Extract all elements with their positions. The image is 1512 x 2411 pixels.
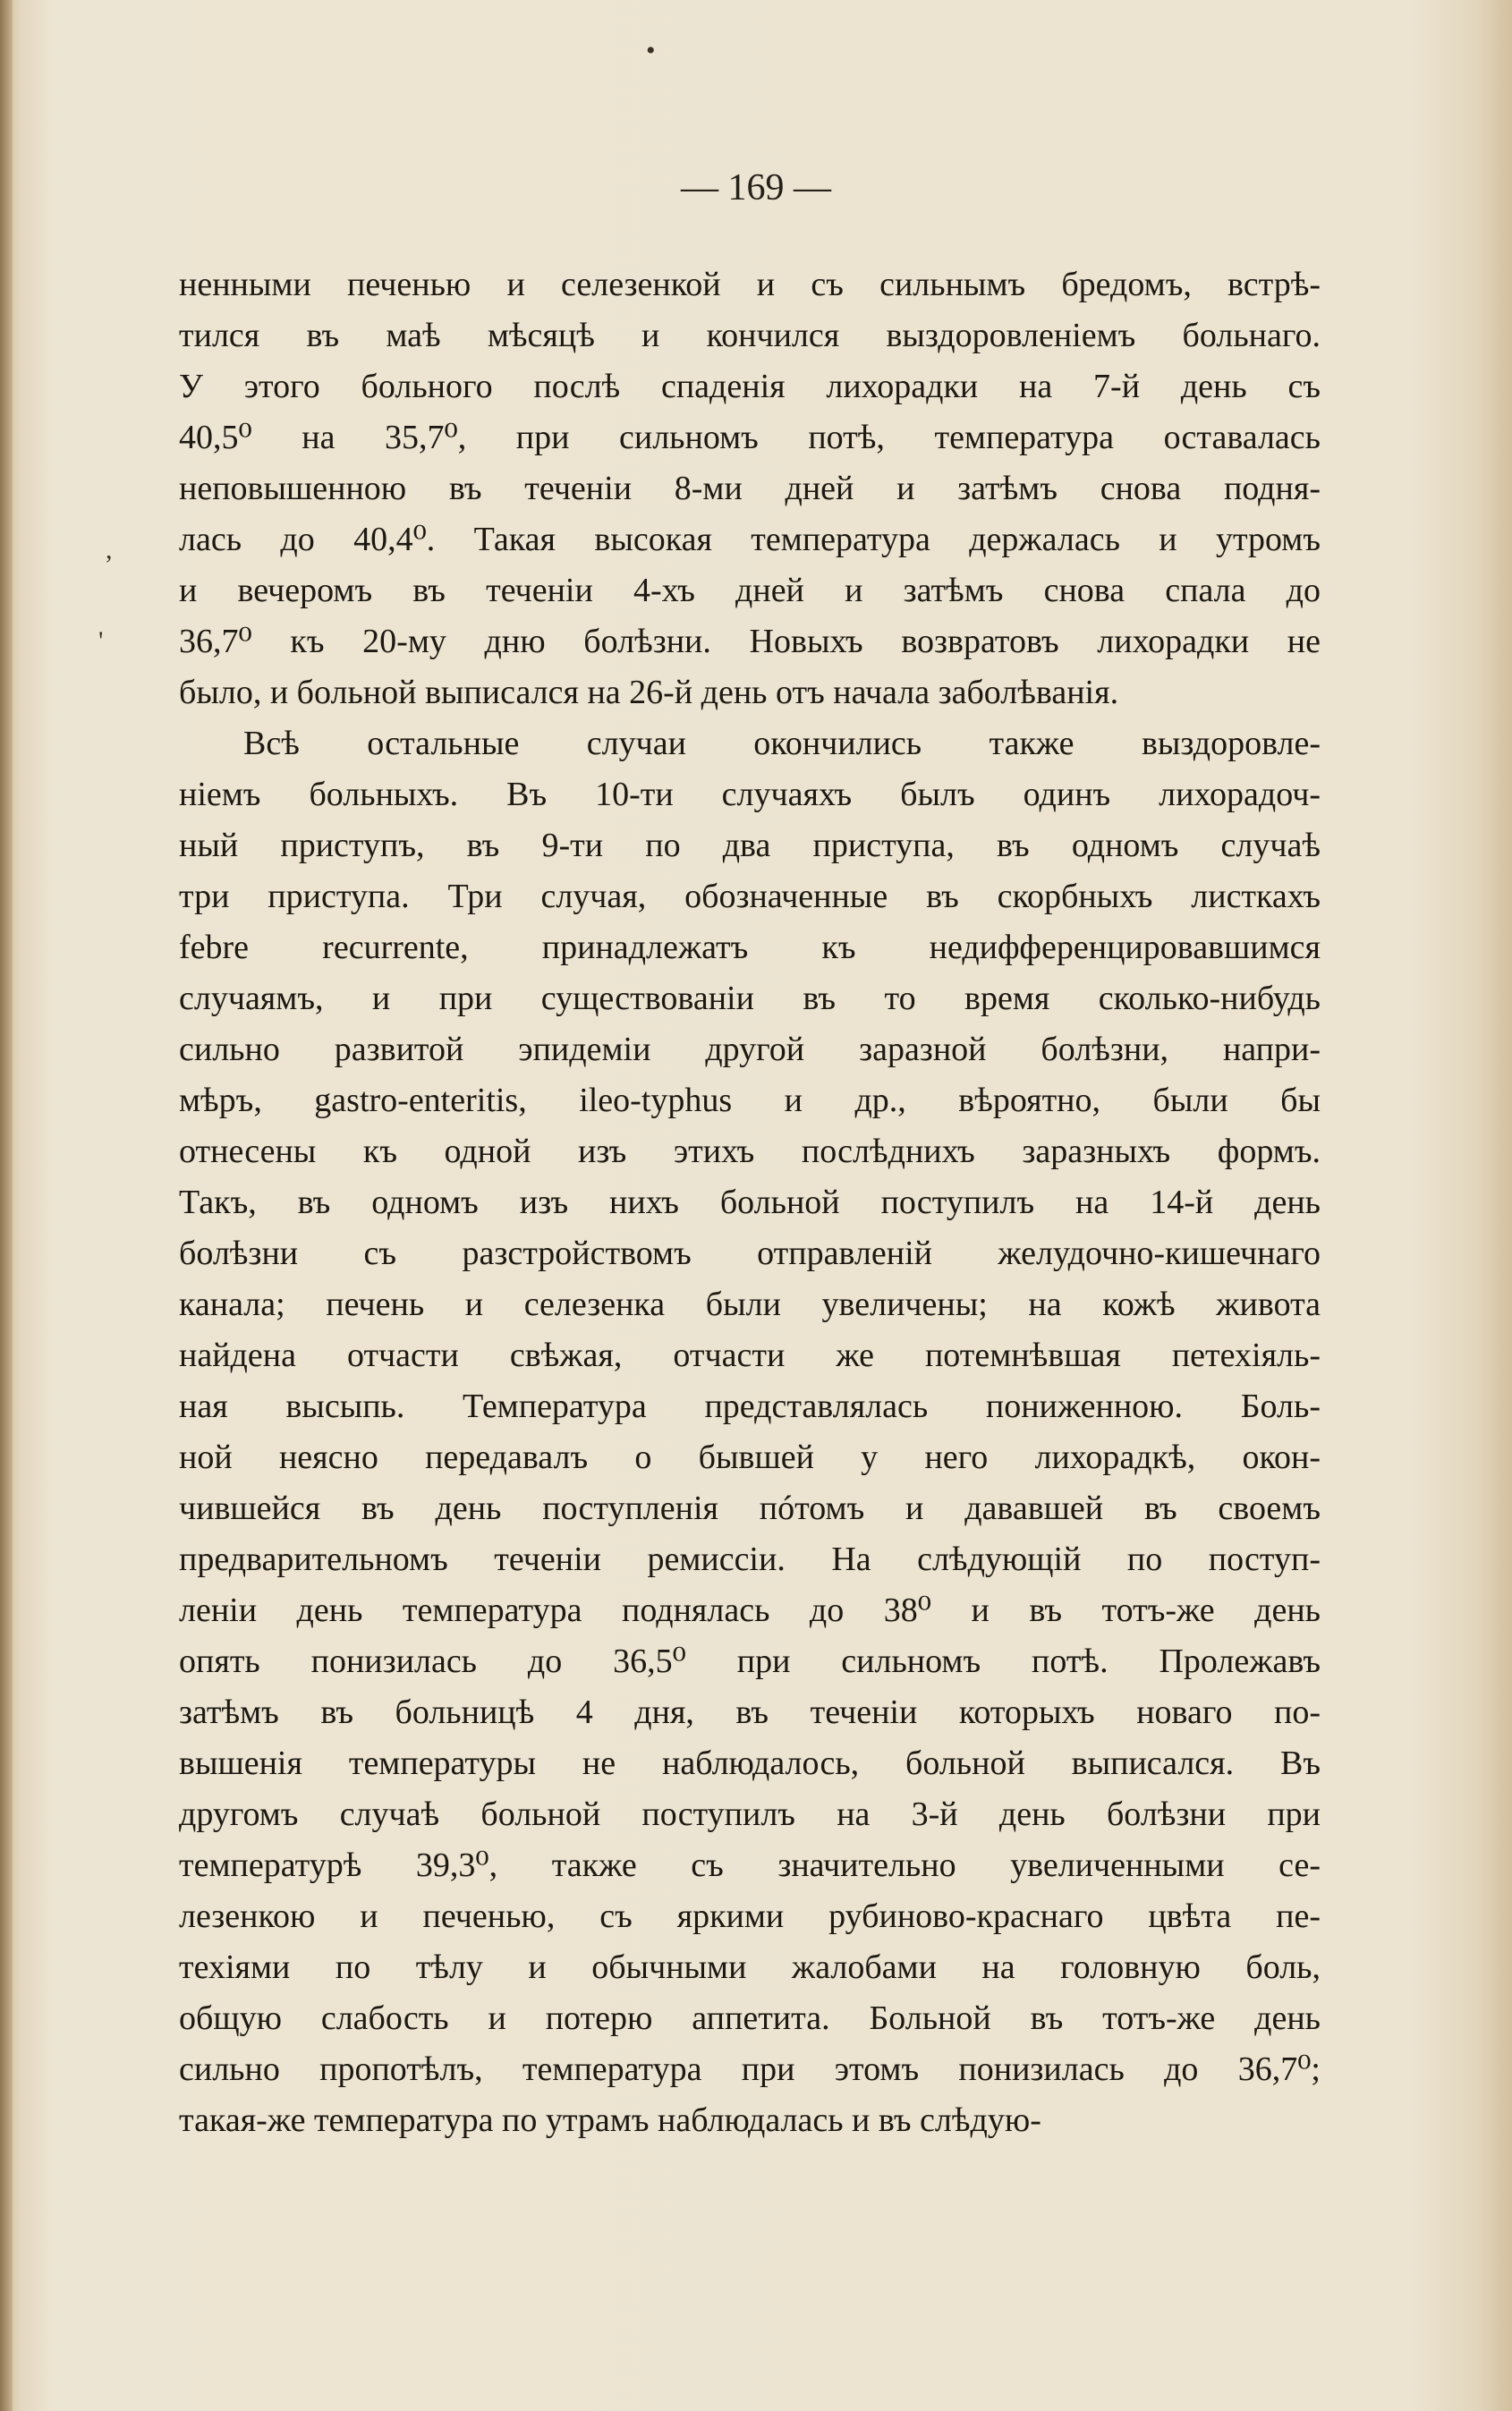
page-number: — 169 — [681,167,831,208]
page-binding-edge [0,0,13,2411]
text-line: общую слабость и потерю аппетита. Больной въ тотъ-же день [179,1999,1321,2037]
text-line: ная высыпь. Температура представлялась пониженною. Боль- [179,1388,1321,1425]
text-line: и вечеромъ въ теченіи 4-хъ дней и затѣмъ снова спала до [179,572,1321,609]
text-line: Такъ, въ одномъ изъ нихъ больной поступилъ на 14-й день [179,1184,1321,1221]
text-line: лась до 40,4⁰. Такая высокая температура держалась и утромъ [179,521,1321,558]
text-line: лезенкою и печенью, съ яркими рубиново-краснаго цвѣта пе- [179,1897,1321,1935]
text-line: ный приступъ, въ 9-ти по два приступа, въ одномъ случаѣ [179,827,1321,864]
text-line: Всѣ остальные случаи окончились также выздоровле- [243,725,1321,762]
text-line: сильно развитой эпидеміи другой заразной болѣзни, напри- [179,1031,1321,1068]
text-line: ной неясно передавалъ о бывшей у него лихорадкѣ, окон- [179,1439,1321,1476]
text-line: такая-же температура по утрамъ наблюдалась и въ слѣдую- [179,2101,1041,2139]
text-line: тился въ маѣ мѣсяцѣ и кончился выздоровленіемъ больнаго. [179,317,1321,354]
text-line: затѣмъ въ больницѣ 4 дня, въ теченіи которыхъ новаго по- [179,1694,1321,1731]
text-line: канала; печень и селезенка были увеличены; на кожѣ живота [179,1286,1321,1323]
text-line: ненными печенью и селезенкой и съ сильнымъ бредомъ, встрѣ- [179,266,1321,303]
margin-mark: ' [98,626,104,656]
ink-speck: • [646,36,656,65]
text-line: температурѣ 39,3⁰, также съ значительно увеличенными се- [179,1846,1321,1884]
text-line: чившейся въ день поступленія пóтомъ и дававшей въ своемъ [179,1490,1321,1527]
margin-mark: , [106,535,113,565]
text-line: отнесены къ одной изъ этихъ послѣднихъ заразныхъ формъ. [179,1133,1321,1170]
text-line: другомъ случаѣ больной поступилъ на 3-й день болѣзни при [179,1796,1321,1833]
text-line: сильно пропотѣлъ, температура при этомъ понизилась до 36,7⁰; [179,2050,1321,2088]
text-line: febre recurrente, принадлежатъ къ недифференцировавшимся [179,929,1321,966]
text-line: случаямъ, и при существованіи въ то время сколько-нибудь [179,980,1321,1017]
text-line: мѣръ, gastro-enteritis, ileo-typhus и др., вѣроятно, были бы [179,1082,1321,1119]
text-line: У этого больного послѣ спаденія лихорадки на 7-й день съ [179,368,1321,405]
text-line: техіями по тѣлу и обычными жалобами на головную боль, [179,1948,1321,1986]
text-line: найдена отчасти свѣжая, отчасти же потемнѣвшая петехіяль- [179,1337,1321,1374]
text-line: 40,5⁰ на 35,7⁰, при сильномъ потѣ, температура оставалась [179,419,1321,456]
text-line: неповышенною въ теченіи 8-ми дней и затѣмъ снова подня- [179,470,1321,507]
text-line: предварительномъ теченіи ремиссіи. На слѣдующій по поступ- [179,1541,1321,1578]
text-line: леніи день температура поднялась до 38⁰ и въ тотъ-же день [179,1592,1321,1629]
text-line: 36,7⁰ къ 20-му дню болѣзни. Новыхъ возвратовъ лихорадки не [179,623,1321,660]
text-line: вышенія температуры не наблюдалось, больной выписался. Въ [179,1745,1321,1782]
text-line: ніемъ больныхъ. Въ 10-ти случаяхъ былъ одинъ лихорадоч- [179,776,1321,813]
text-line: три приступа. Три случая, обозначенные въ скорбныхъ листкахъ [179,878,1321,915]
body-text [179,259,1321,2146]
text-line: опять понизилась до 36,5⁰ при сильномъ потѣ. Пролежавъ [179,1643,1321,1680]
text-line: было, и больной выписался на 26-й день отъ начала заболѣванія. [179,674,1119,711]
text-line: болѣзни съ разстройствомъ отправленій желудочно-кишечнаго [179,1235,1321,1272]
